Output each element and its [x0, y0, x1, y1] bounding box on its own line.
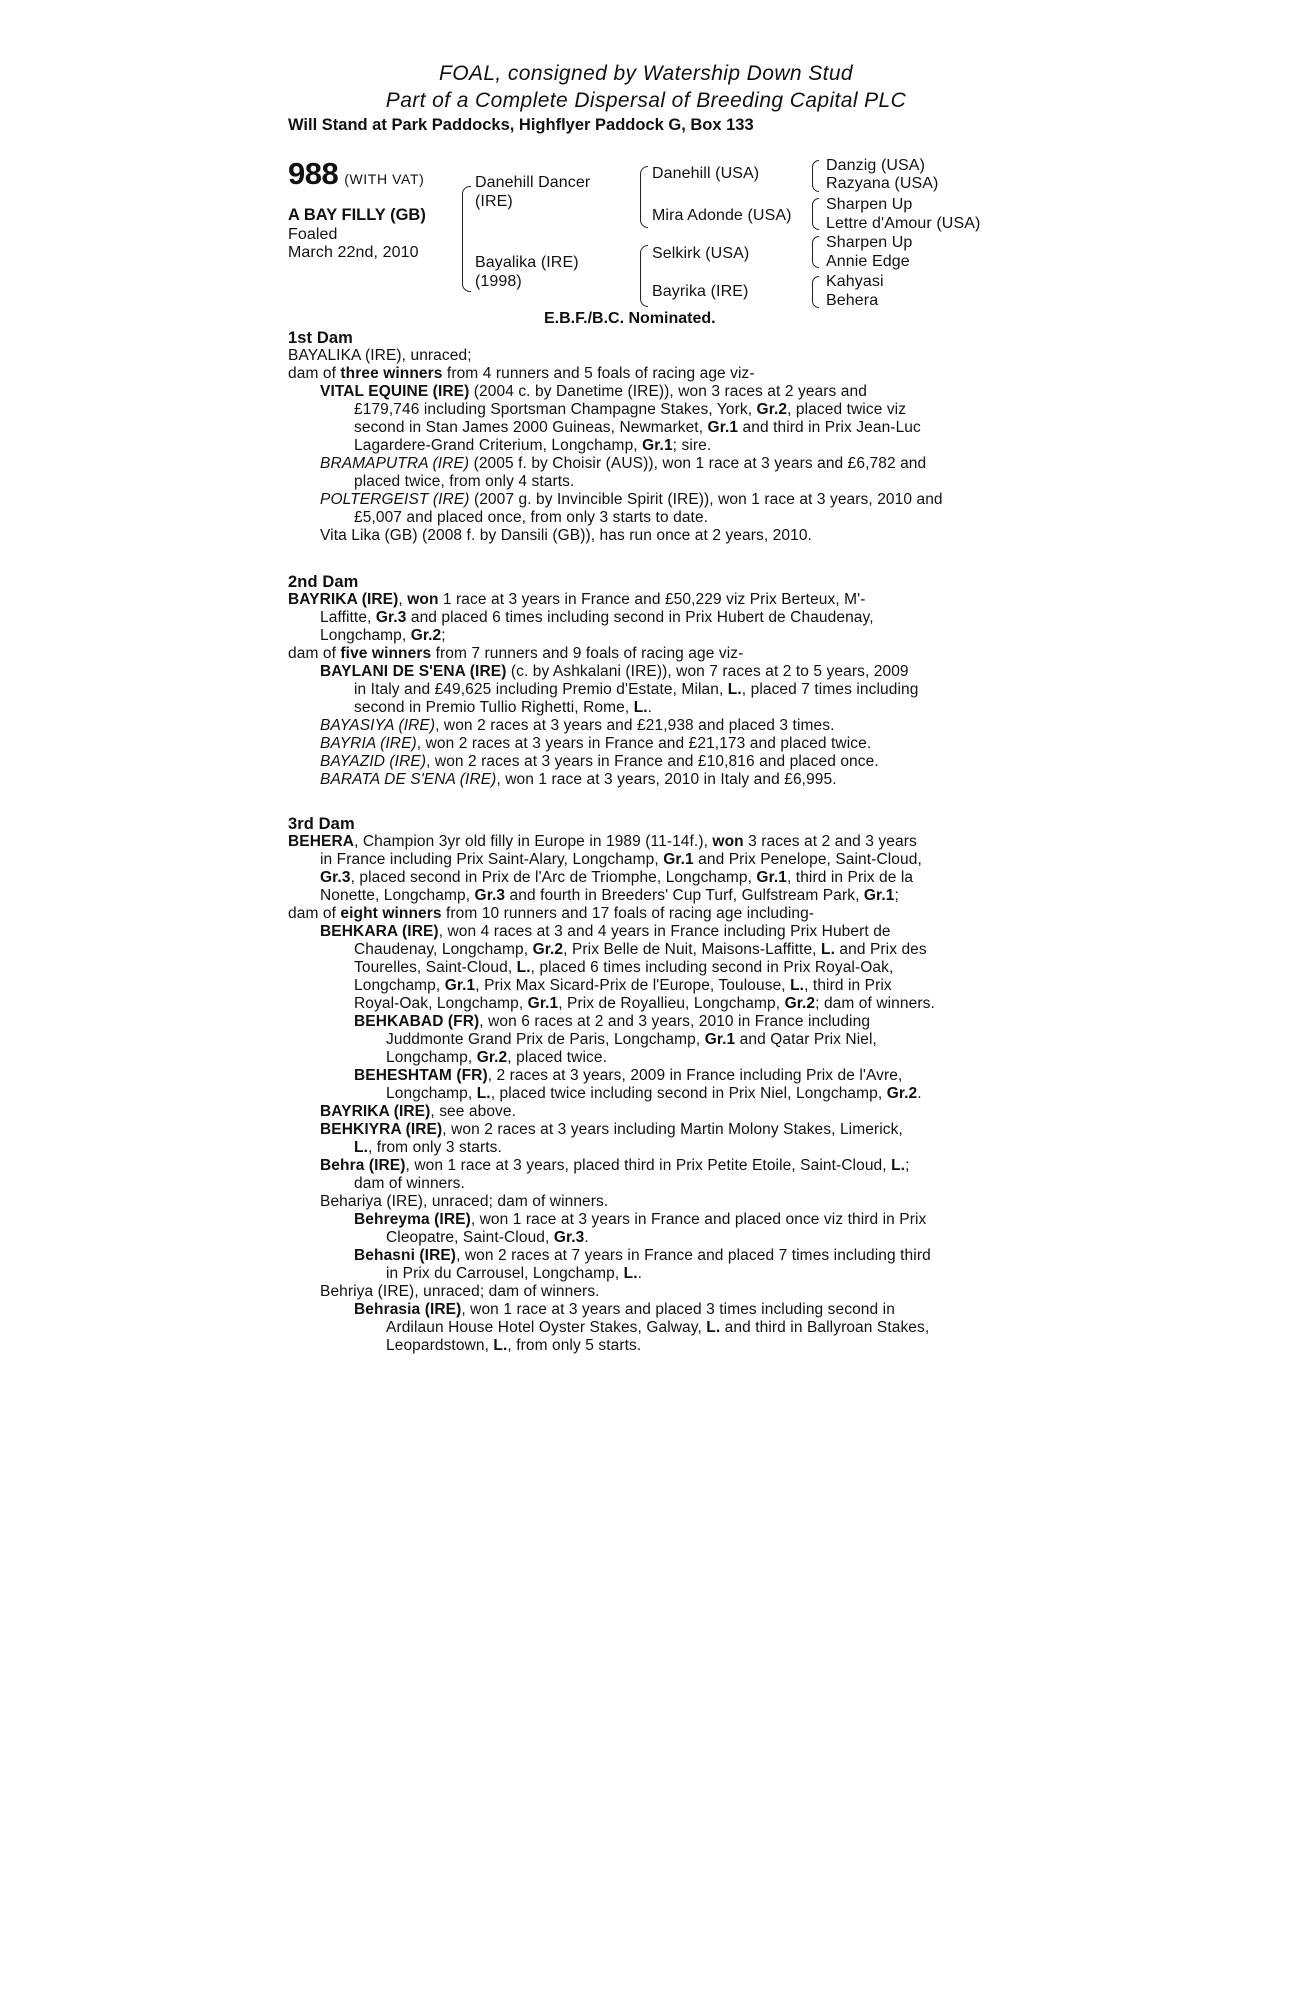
dsd-name: Annie Edge	[826, 253, 910, 270]
dam-sire: Selkirk (USA)	[652, 245, 750, 262]
sire-country: (IRE)	[475, 193, 513, 210]
foaled-label: Foaled	[288, 226, 338, 243]
dam-name: Bayalika (IRE)	[475, 254, 579, 271]
produce-bayria: BAYRIA (IRE), won 2 races at 3 years in France and £21,173 and placed twice.	[320, 735, 872, 752]
produce-behriya: Behriya (IRE), unraced; dam of winners.	[320, 1283, 600, 1300]
pedigree-brace-3d	[812, 276, 819, 308]
pedigree-brace-2b	[640, 245, 648, 307]
sds-name: Sharpen Up	[826, 196, 913, 213]
ddd-name: Behera	[826, 292, 879, 309]
consignor-line: FOAL, consigned by Watership Down Stud	[438, 62, 853, 85]
stabling-line: Will Stand at Park Paddocks, Highflyer Paddock G, Box 133	[288, 116, 754, 134]
produce-behreyma: Behreyma (IRE), won 1 race at 3 years in France and placed once viz third in Prix	[354, 1211, 927, 1228]
second-dam-line: BAYRIKA (IRE), won 1 race at 3 years in France and £50,229 viz Prix Berteux, M'-	[288, 591, 866, 608]
dispersal-line: Part of a Complete Dispersal of Breeding Capital PLC	[385, 89, 907, 112]
produce-behkabad: BEHKABAD (FR), won 6 races at 2 and 3 years, 2010 in France including	[354, 1013, 871, 1030]
produce-baylani: BAYLANI DE S'ENA (IRE) (c. by Ashkalani (IRE)), won 7 races at 2 to 5 years, 2009	[320, 663, 909, 680]
second-dam-produce-line: dam of five winners from 7 runners and 9 foals of racing age viz-	[288, 645, 744, 662]
pedigree-brace-1	[462, 186, 471, 292]
produce-barata: BARATA DE S'ENA (IRE), won 1 race at 3 years, 2010 in Italy and £6,995.	[320, 771, 837, 788]
second-dam-title: 2nd Dam	[288, 573, 359, 591]
dds-name: Kahyasi	[826, 273, 884, 290]
dam-dam: Bayrika (IRE)	[652, 283, 749, 300]
foaled-date: March 22nd, 2010	[288, 244, 419, 261]
sdd-name: Lettre d'Amour (USA)	[826, 215, 981, 232]
pedigree-brace-3b	[812, 198, 819, 230]
produce-behra: Behra (IRE), won 1 race at 3 years, placed third in Prix Petite Etoile, Saint-Cloud, L.;	[320, 1157, 910, 1174]
produce-poltergeist: POLTERGEIST (IRE) (2007 g. by Invincible Spirit (IRE)), won 1 race at 3 years, 2010 and	[320, 491, 943, 508]
ssd-name: Razyana (USA)	[826, 175, 939, 192]
produce-behkiyra: BEHKIYRA (IRE), won 2 races at 3 years including Martin Molony Stakes, Limerick,	[320, 1121, 903, 1138]
third-dam-line: BEHERA, Champion 3yr old filly in Europe in 1989 (11-14f.), won 3 races at 2 and 3 years	[288, 833, 917, 850]
pedigree-brace-3c	[812, 236, 819, 268]
produce-vital-equine: VITAL EQUINE (IRE) (2004 c. by Danetime (IRE)), won 3 races at 2 years and	[320, 383, 867, 400]
dam-year: (1998)	[475, 273, 522, 290]
sire-sire: Danehill (USA)	[652, 165, 760, 182]
pedigree-brace-2a	[640, 166, 648, 228]
produce-beheshtam: BEHESHTAM (FR), 2 races at 3 years, 2009 in France including Prix de l'Avre,	[354, 1067, 903, 1084]
lot-title: A BAY FILLY (GB)	[288, 206, 426, 224]
dss-name: Sharpen Up	[826, 234, 913, 251]
produce-behrasia: Behrasia (IRE), won 1 race at 3 years and placed 3 times including second in	[354, 1301, 895, 1318]
produce-vita-lika: Vita Lika (GB) (2008 f. by Dansili (GB)), has run once at 2 years, 2010.	[320, 527, 812, 544]
pedigree-brace-3a	[812, 160, 819, 192]
vat-label: (WITH VAT)	[344, 171, 425, 187]
lot-number-row	[288, 156, 424, 192]
produce-behkara: BEHKARA (IRE), won 4 races at 3 and 4 years in France including Prix Hubert de	[320, 923, 891, 940]
lot-number: 988	[288, 156, 339, 191]
sire-name: Danehill Dancer	[475, 174, 591, 191]
first-dam-title: 1st Dam	[288, 329, 353, 347]
nomination: E.B.F./B.C. Nominated.	[544, 310, 716, 327]
first-dam-produce-line: dam of three winners from 4 runners and 5 foals of racing age viz-	[288, 365, 755, 382]
sss-name: Danzig (USA)	[826, 157, 926, 174]
third-dam-produce-line: dam of eight winners from 10 runners and 17 foals of racing age including-	[288, 905, 815, 922]
third-dam-title: 3rd Dam	[288, 815, 355, 833]
pedigree-body: 1st Dam BAYALIKA (IRE), unraced; dam of three winners from 4 runners and 5 foals of racing age viz- VITAL EQUINE (IRE) (2004 c. by Danetime (IRE)), won 3 races at 2 years and £179,746 including Sportsman Champagne Stakes, York, Gr.2, placed twice viz second in Stan James 2000 Guineas, Newmarket, Gr.1 and third in Prix Jean-Luc Lagardere-Grand Criterium, Longchamp, Gr.1; sire. BRAMAPUTRA (IRE) (2005 f. by Choisir (AUS)), won 1 race at 3 years and £6,782 and placed twice, from only 4 starts. POLTERGEIST (IRE) (2007 g. by Invincible Spirit (IRE)), won 1 race at 3 years, 2010 and £5,007 and placed once, from only 3 starts to date. Vita Lika (GB) (2008 f. by Dansili (GB)), has run once at 2 years, 2010. 2nd Dam BAYRIKA (IRE), won 1 race at 3 years in France and £50,229 viz Prix Berteux, M'- Laffitte, Gr.3 and placed 6 times including second in Prix Hubert de Chaudenay, Longchamp, Gr.2; dam of five winners from 7 runners and 9 foals of racing age viz- BAYLANI DE S'ENA (IRE) (c. by Ashkalani (IRE)), won 7 races at 2 to 5 years, 2009 in Italy and £49,625 including Premio d'Estate, Milan, L., placed 7 times including second in Premio Tullio Righetti, Rome, L.. BAYASIYA (IRE), won 2 races at 3 years and £21,938 and placed 3 times. BAYRIA (IRE), won 2 races at 3 years in France and £21,173 and placed twice. BAYAZID (IRE), won 2 races at 3 years in France and £10,816 and placed once. BARATA DE S'ENA (IRE), won 1 race at 3 years, 2010 in Italy and £6,995. 3rd Dam BEHERA, Champion 3yr old filly in Europe in 1989 (11-14f.), won 3 races at 2 and 3 years in France including Prix Saint-Alary, Longchamp, Gr.1 and Prix Penelope, Saint-Cloud, Gr.3, placed second in Prix de l'Arc de Triomphe, Longchamp, Gr.1, third in Prix de la Nonette, Longchamp, Gr.3 and fourth in Breeders' Cup Turf, Gulfstream Park, Gr.1; dam of eight winners from 10 runners and 17 foals of racing age including- BEHKARA (IRE), won 4 races at 3 and 4 years in France including Prix Hubert de Chaudenay, Longchamp, Gr.2, Prix Belle de Nuit, Maisons-Laffitte, L. and Prix des Tourelles, Saint-Cloud, L., placed 6 times including second in Prix Royal-Oak, Longchamp, Gr.1, Prix Max Sicard-Prix de l'Europe, Toulouse, L., third in Prix Royal-Oak, Longchamp, Gr.1, Prix de Royallieu, Longchamp, Gr.2; dam of winners. BEHKABAD (FR), won 6 races at 2 and 3 years, 2010 in France including Juddmonte Grand Prix de Paris, Longchamp, Gr.1 and Qatar Prix Niel, Longchamp, Gr.2, placed twice. BEHESHTAM (FR), 2 races at 3 years, 2009 in France including Prix de l'Avre, Longchamp, L., placed twice including second in Prix Niel, Longchamp, Gr.2. BAYRIKA (IRE), see above. BEHKIYRA (IRE), won 2 races at 3 years including Martin Molony Stakes, Limerick, L., from only 3 starts. Behra (IRE), won 1 race at 3 years, placed third in Prix Petite Etoile, Saint-Cloud, L.; dam of winners. Behariya (IRE), unraced; dam of winners. Behreyma (IRE), won 1 race at 3 years in France and placed once viz third in Prix Cleopatre, Saint-Cloud, Gr.3. Behasni (IRE), won 2 races at 7 years in France and placed 7 times including third in Prix du Carrousel, Longchamp, L.. Behriya (IRE), unraced; dam of winners. Behrasia (IRE), won 1 race at 3 years and placed 3 times including second in Ardilaun House Hotel Oyster Stakes, Galway, L. and third in Ballyroan Stakes, Leopardstown, L., from only 5 starts.	[288, 329, 1004, 1355]
produce-bayazid: BAYAZID (IRE), won 2 races at 3 years in France and £10,816 and placed once.	[320, 753, 879, 770]
produce-behariya: Behariya (IRE), unraced; dam of winners.	[320, 1193, 609, 1210]
produce-bramaputra: BRAMAPUTRA (IRE) (2005 f. by Choisir (AUS)), won 1 race at 3 years and £6,782 and	[320, 455, 927, 472]
sire-dam: Mira Adonde (USA)	[652, 207, 792, 224]
first-dam-line: BAYALIKA (IRE), unraced;	[288, 347, 472, 364]
produce-bayrika: BAYRIKA (IRE), see above.	[320, 1103, 517, 1120]
produce-bayasiya: BAYASIYA (IRE), won 2 races at 3 years and £21,938 and placed 3 times.	[320, 717, 835, 734]
produce-behasni: Behasni (IRE), won 2 races at 7 years in France and placed 7 times including third	[354, 1247, 931, 1264]
